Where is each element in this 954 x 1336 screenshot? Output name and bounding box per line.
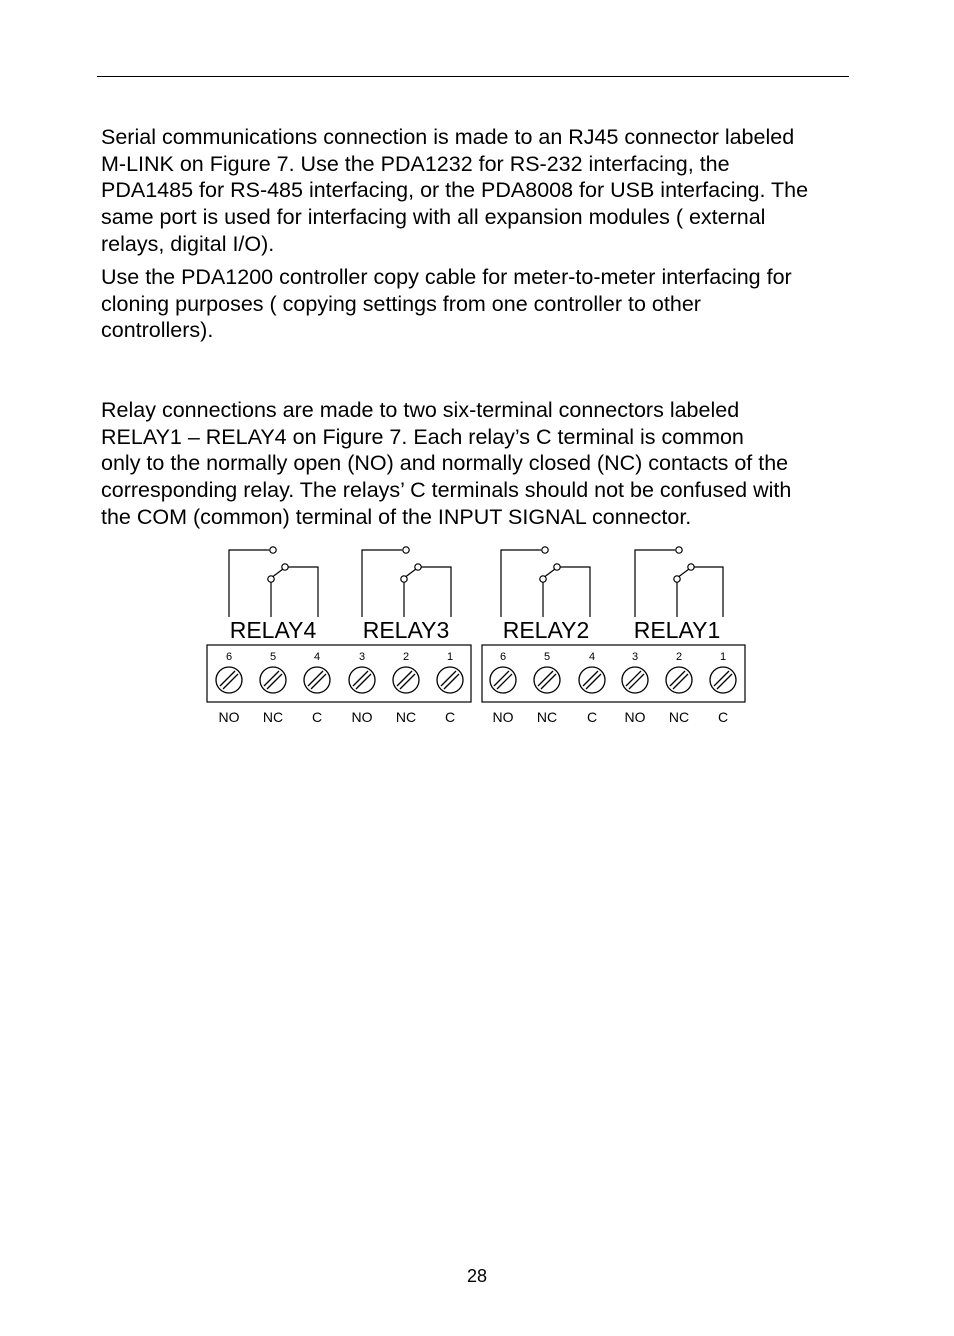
terminal-screw-icon <box>437 667 463 693</box>
terminal-number: 2 <box>402 651 410 663</box>
terminal-screw-icon <box>260 667 286 693</box>
terminal-number: 2 <box>675 651 683 663</box>
terminal-block-left <box>207 645 471 702</box>
page-number: 28 <box>466 1266 488 1286</box>
terminal-number: 4 <box>313 651 321 663</box>
relay-paragraph: Relay connections are made to two six-terminal connectors labeled RELAY1 – RELAY4 on Figure 7. Each relay’s C terminal is common only to the normally open (NO) and normally closed (NC) contacts of the corresponding relay. The relays’ C terminals should not be confused with the COM (common) terminal of the INPUT SIGNAL connector. <box>101 398 792 529</box>
terminal-function-label: NC <box>668 709 690 725</box>
terminal-screw-icon <box>304 667 330 693</box>
terminal-function-label: NC <box>395 709 417 725</box>
terminal-number: 1 <box>446 651 454 663</box>
terminal-function-label: C <box>586 709 598 725</box>
relay-label: RELAY1 <box>633 617 721 643</box>
terminal-number: 5 <box>543 651 551 663</box>
relay-label: RELAY2 <box>502 617 590 643</box>
relay-switch-symbol <box>229 547 318 617</box>
serial-paragraph: Serial communications connection is made to an RJ45 connector labeled M-LINK on Figure 7. Use the PDA1232 for RS-232 interfacing, the PDA1485 for RS-485 interfacing, or the PDA8008 for USB interfacing. The same port is used for interfacing with all expansion modules ( external relays, digital I/O). <box>101 125 809 256</box>
terminal-screw-icon <box>534 667 560 693</box>
relay-switch-symbol <box>501 547 590 617</box>
relay-label: RELAY4 <box>229 617 317 643</box>
terminal-screw-icon <box>579 667 605 693</box>
terminal-number: 6 <box>499 651 507 663</box>
terminal-function-label: NO <box>351 709 373 725</box>
terminal-number: 6 <box>225 651 233 663</box>
terminal-screw-icon <box>622 667 648 693</box>
terminal-function-label: NO <box>624 709 646 725</box>
terminal-function-label: NO <box>492 709 514 725</box>
terminal-block-right <box>482 645 745 702</box>
terminal-screw-icon <box>490 667 516 693</box>
terminal-number: 1 <box>719 651 727 663</box>
terminal-screw-icon <box>216 667 242 693</box>
copy-cable-paragraph: Use the PDA1200 controller copy cable for meter-to-meter interfacing for cloning purposes ( copying settings from one controller to other controllers). <box>101 265 792 343</box>
terminal-function-label: NO <box>218 709 240 725</box>
relay-label: RELAY3 <box>362 617 450 643</box>
terminal-number: 5 <box>269 651 277 663</box>
relay-switch-symbol <box>362 547 451 617</box>
terminal-function-label: C <box>311 709 323 725</box>
terminal-function-label: NC <box>536 709 558 725</box>
terminal-function-label: C <box>444 709 456 725</box>
terminal-screw-icon <box>666 667 692 693</box>
terminal-screw-icon <box>349 667 375 693</box>
terminal-screw-icon <box>393 667 419 693</box>
relay-switch-symbol <box>635 547 723 617</box>
terminal-number: 4 <box>588 651 596 663</box>
terminal-screw-icon <box>710 667 736 693</box>
terminal-function-label: C <box>717 709 729 725</box>
terminal-number: 3 <box>631 651 639 663</box>
terminal-number: 3 <box>358 651 366 663</box>
terminal-function-label: NC <box>262 709 284 725</box>
